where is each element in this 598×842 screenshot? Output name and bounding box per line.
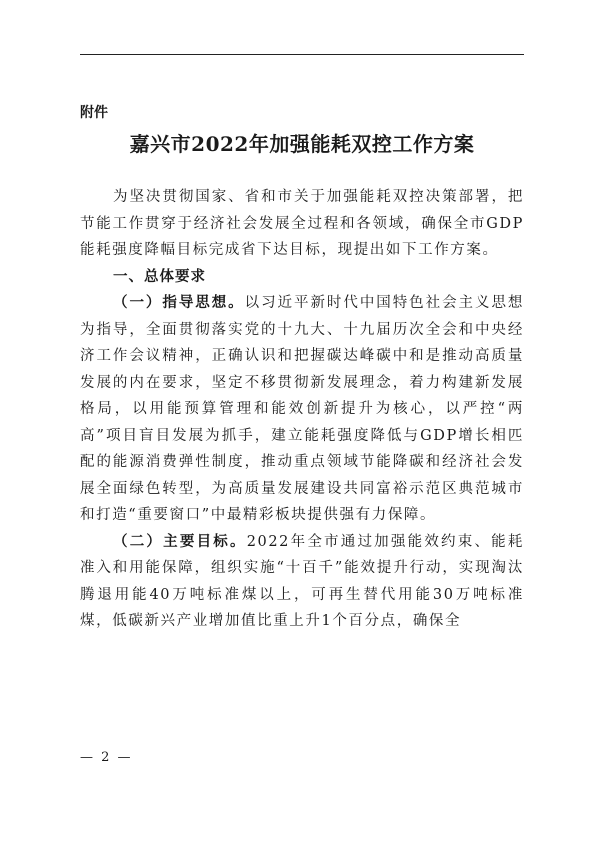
document-body: [80, 184, 524, 635]
main-goals-paragraph: [80, 529, 524, 635]
guiding-thought-label: （一）指导思想。: [113, 295, 245, 311]
guiding-thought-text: 以习近平新时代中国特色社会主义思想为指导，全面贯彻落实党的十九大、十九届历次全会和中央经济工作会议精神，正确认识和把握碳达峰碳中和是推动高质量发展的内在要求，坚定不移贯彻新发展理念，着力构建新发展格局，以用能预算管理和能效创新提升为核心，以严控“两高”项目盲目发展为抓手，建立能耗强度降低与GDP增长相匹配的能源消费弹性制度，推动重点领域节能降碳和经济社会发展全面绿色转型，为高质量发展建设共同富裕示范区典范城市和打造“重要窗口”中最精彩板块提供强有力保障。: [80, 295, 524, 523]
header-rule: [80, 54, 524, 55]
section-heading: 一、总体要求: [113, 268, 206, 285]
page-number: — 2 —: [80, 750, 133, 765]
intro-paragraph: 为坚决贯彻国家、省和市关于加强能耗双控决策部署，把节能工作贯穿于经济社会发展全过程和各领域，确保全市GDP能耗强度降幅目标完成省下达目标，现提出如下工作方案。: [80, 189, 524, 258]
main-goals-text: 2022年全市通过加强能效约束、能耗准入和用能保障，组织实施“十百千”能效提升行动，实现淘汰腾退用能40万吨标准煤以上，可再生替代用能30万吨标准煤，低碳新兴产业增加值比重上升1个百分点，确保全: [80, 533, 524, 629]
guiding-thought-paragraph: [80, 290, 524, 529]
attachment-label: 附件: [80, 105, 108, 121]
document-title: 嘉兴市2022年加强能耗双控工作方案: [129, 132, 475, 156]
main-goals-label: （二）主要目标。: [113, 533, 247, 550]
